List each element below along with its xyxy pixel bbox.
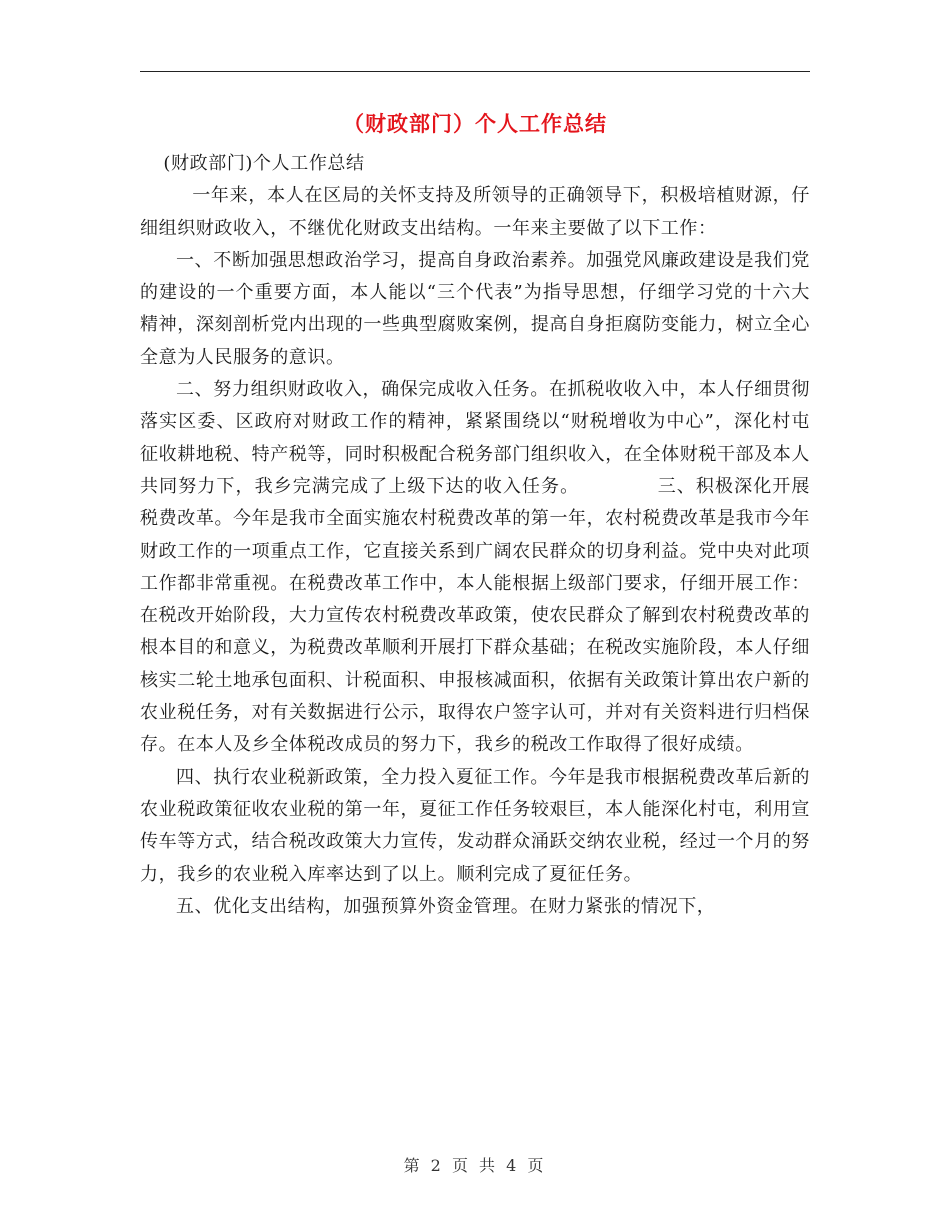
paragraph-section-2: 二、努力组织财政收入，确保完成收入任务。在抓税收收入中，本人仔细贯彻落实区委、区政府对财政工作的精神，紧紧围绕以“财税增收为中心”，深化村屯征收耕地税、特产税等，同时积极配合税务部门组织收入，在全体财税干部及本人共同努力下，我乡完满完成了上级下达的收入任务。 [140, 379, 810, 497]
page-number: 第 2 页 共 4 页 [403, 1156, 547, 1175]
paragraph-sections-2-3 [140, 374, 810, 762]
paragraph-section-5: 五、优化支出结构，加强预算外资金管理。在财力紧张的情况下， [176, 895, 716, 917]
document-title: （财政部门）个人工作总结 [343, 112, 607, 136]
paragraph-section-1: 一、不断加强思想政治学习，提高自身政治素养。加强党风廉政建设是我们党的建设的一个重要方面，本人能以“三个代表”为指导思想，仔细学习党的十六大精神，深刻剖析党内出现的一些典型腐败案例，提高自身拒腐防变能力，树立全心全意为人民服务的意识。 [140, 249, 810, 368]
paragraph-section-3: 三、积极深化开展税费改革。今年是我市全面实施农村税费改革的第一年，农村税费改革是我市今年财政工作的一项重点工作，它直接关系到广阔农民群众的切身利益。党中央对此项工作都非常重视。在税费改革工作中，本人能根据上级部门要求，仔细开展工作：在税改开始阶段，大力宣传农村税费改革政策，使农民群众了解到农村税费改革的根本目的和意义，为税费改革顺利开展打下群众基础；在税改实施阶段，本人仔细核实二轮土地承包面积、计税面积、申报核减面积，依据有关政策计算出农户新的农业税任务，对有关数据进行公示，取得农户签字认可，并对有关资料进行归档保存。在本人及乡全体税改成员的努力下，我乡的税改工作取得了很好成绩。 [140, 475, 810, 756]
paragraph-intro: 一年来，本人在区局的关怀支持及所领导的正确领导下，积极培植财源，仔细组织财政收入，不继优化财政支出结构。一年来主要做了以下工作： [140, 185, 810, 239]
document-subtitle: (财政部门)个人工作总结 [163, 153, 365, 174]
paragraph-section-4: 四、执行农业税新政策，全力投入夏征工作。今年是我市根据税费改革后新的农业税政策征收农业税的第一年，夏征工作任务较艰巨，本人能深化村屯，利用宣传车等方式，结合税改政策大力宣传，发动群众涌跃交纳农业税，经过一个月的努力，我乡的农业税入库率达到了以上。顺利完成了夏征任务。 [140, 766, 810, 885]
document-body [140, 148, 810, 923]
header-rule [140, 71, 810, 72]
